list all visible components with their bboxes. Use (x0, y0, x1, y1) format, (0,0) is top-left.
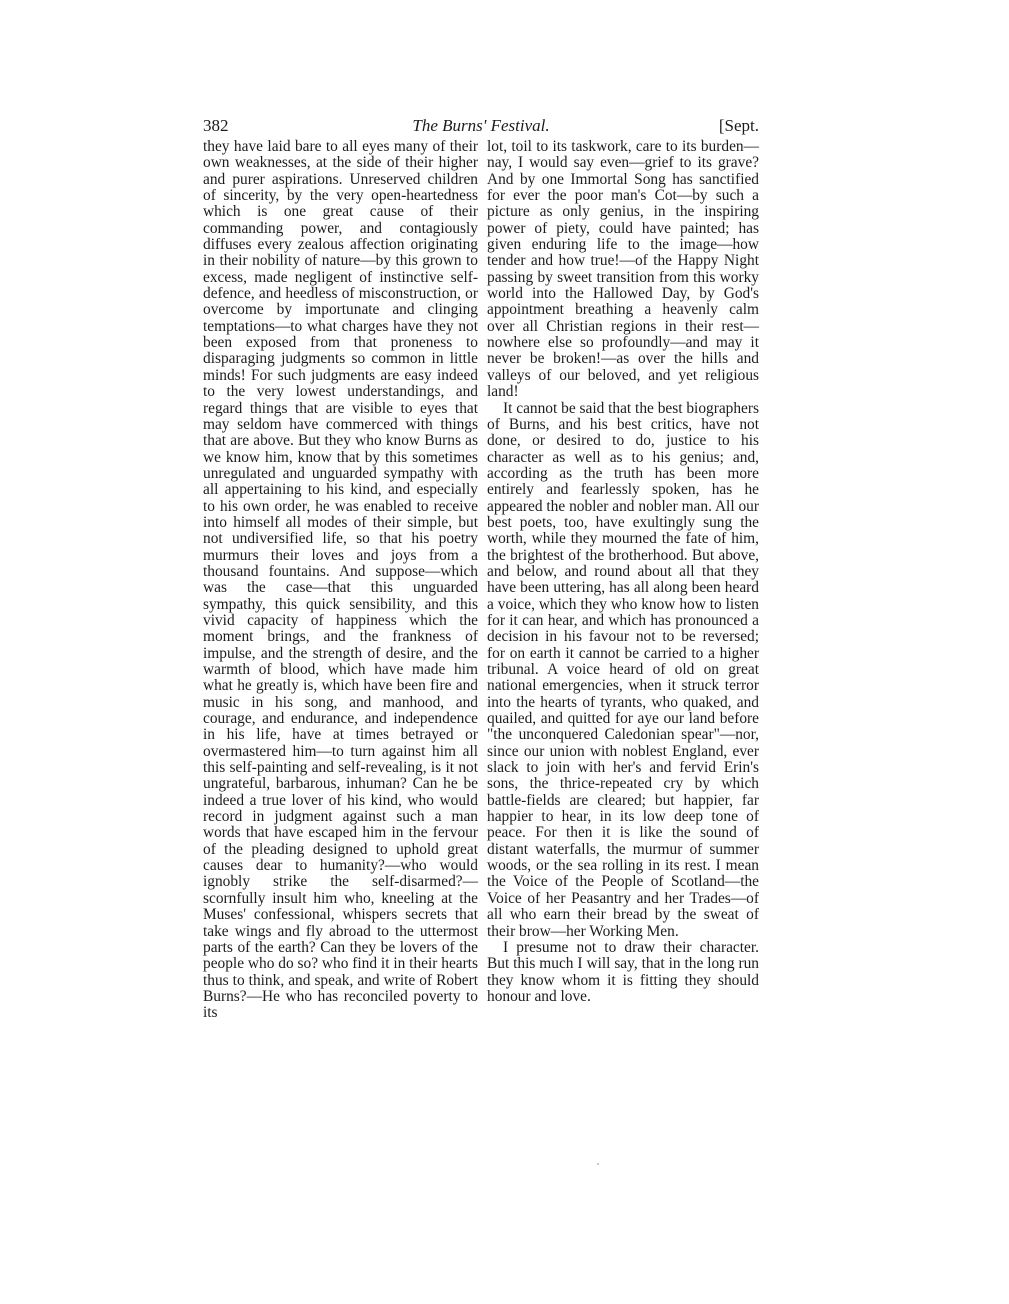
running-title: The Burns' Festival. (412, 116, 550, 135)
left-paragraph-1: they have laid bare to all eyes many of their own weaknesses, at the side of their higher and purer aspirations. Unreserved children of sincerity, by the very open-heartedness which is one great cause of their commanding power, and contagiously diffuses every zealous affection originating in their nobility of nature—by this grown to excess, made negligent of instinctive self-defence, and heedless of misconstruction, or overcome by importunate and clinging temptations—to what charges have they not been exposed from that proneness to disparaging judgments so common in little minds! For such judgments are easy indeed to the very lowest understandings, and regard things that are visible to eyes that may seldom have commerced with things that are above. But they who know Burns as we know him, know that by this sometimes unregulated and unguarded sympathy with all appertaining to his kind, and especially to his own order, he was enabled to receive into himself all modes of their simple, but not undiversified life, so that his poetry murmurs their loves and joys from a thousand fountains. And suppose—which was the case—that this unguarded sympathy, this quick sensibility, and this vivid capacity of happiness which the moment brings, and the frankness of impulse, and the strength of desire, and the warmth of blood, which have made him what he greatly is, which have been fire and music in his song, and manhood, and courage, and endurance, and independence in his life, have at times betrayed or overmastered him—to turn against him all this self-painting and self-revealing, is it not ungrateful, barbarous, inhuman? Can he be indeed a true lover of his kind, who would record in judgment against such a man words that have escaped him in the fervour of the pleading designed to uphold great causes dear to humanity?—who would ignobly strike the self-disarmed?—scornfully insult him who, kneeling at the Muses' confessional, whispers secrets that take wings and fly abroad to the uttermost parts of the earth? Can they be lovers of the people who do so? who find it in their hearts thus to think, and speak, and write of Robert Burns?—He who has reconciled poverty to its (203, 138, 478, 1022)
left-column (203, 139, 478, 1022)
right-paragraph-1: lot, toil to its taskwork, care to its burden—nay, I would say even—grief to its grave? And by one Immortal Song has sanctified for ever the poor man's Cot—by such a picture as only genius, in the inspiring power of piety, could have painted; has given enduring life to the image—how tender and how true!—of the Happy Night passing by sweet transition from this worky world into the Hallowed Day, by God's appointment breathing a heavenly calm over all Christian regions in their rest—nowhere else so profoundly—and may it never be broken!—as over the hills and valleys of our beloved, and yet religious land! (487, 138, 759, 401)
page-number: 382 (203, 116, 229, 135)
right-paragraph-2: It cannot be said that the best biographers of Burns, and his best critics, have not done, or desired to do, justice to his character as well as to his genius; and, according as the truth has been more entirely and fearlessly spoken, has he appeared the nobler and nobler man. All our best poets, too, have exultingly sung the worth, while they mourned the fate of him, the brightest of the brotherhood. But above, and below, and round about all that they have been uttering, has all along been heard a voice, which they who know how to listen for it can hear, and which has pronounced a decision in his favour not to be reversed; for on earth it cannot be carried to a higher tribunal. A voice heard of old on great national emergencies, when it struck terror into the hearts of tyrants, who quaked, and quailed, and quitted for aye our land before "the unconquered Caledonian spear"—nor, since our union with noblest England, ever slack to join with her's and fervid Erin's sons, the thrice-repeated cry by which battle-fields are cleared; but happier, far happier to hear, in its low deep tone of peace. For then it is like the sound of distant waterfalls, the murmur of summer woods, or the sea rolling in its rest. I mean the Voice of the People of Scotland—the Voice of her Peasantry and her Trades—of all who earn their bread by the sweat of their brow—her Working Men. (487, 399, 760, 940)
running-month: [Sept. (718, 116, 759, 135)
right-paragraph-3: I presume not to draw their character. But this much I will say, that in the long run they know whom it is fitting they should honour and love. (487, 938, 759, 1005)
right-column (487, 139, 759, 1005)
running-header (203, 116, 759, 138)
paper-speck (597, 1163, 599, 1165)
